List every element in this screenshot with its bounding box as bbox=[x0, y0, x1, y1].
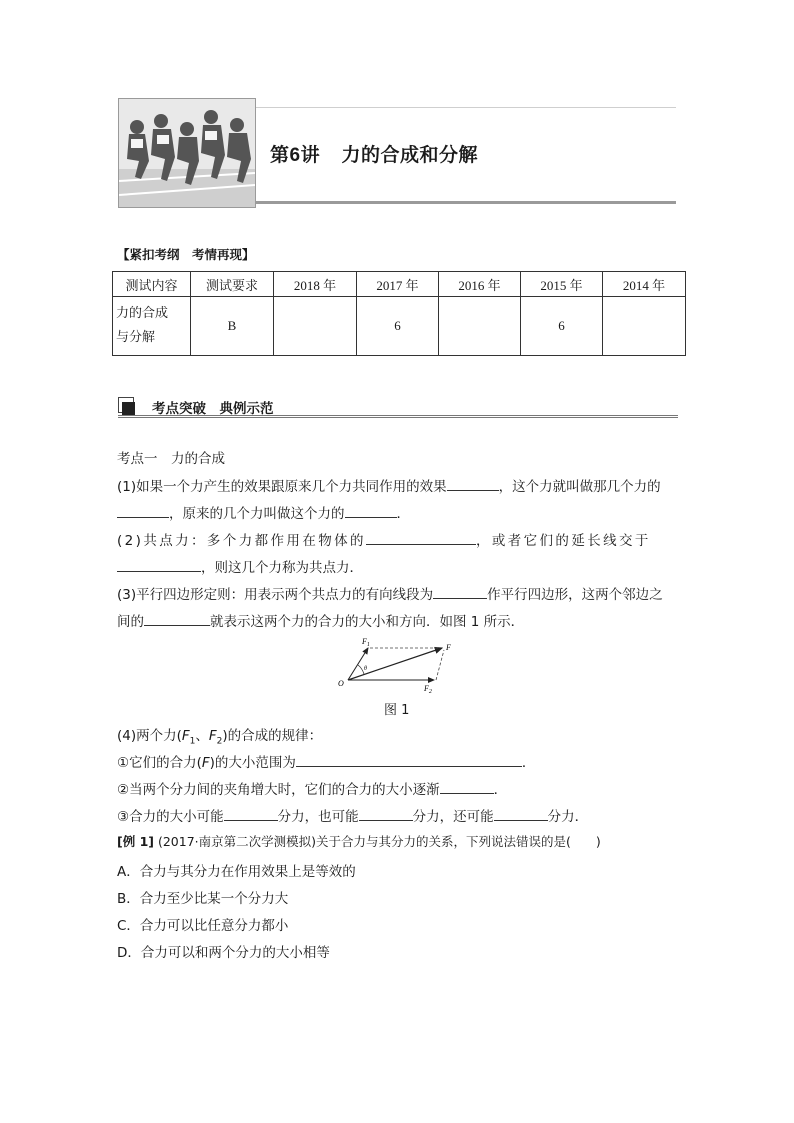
example-label: [例 1] bbox=[117, 834, 154, 849]
option-c: C．合力可以比任意分力都小 bbox=[117, 918, 289, 934]
table-header: 2014 年 bbox=[603, 272, 686, 297]
table-cell-2017: 6 bbox=[357, 297, 439, 356]
paragraph-1-line-2: ，原来的几个力叫做这个力的 ． bbox=[117, 502, 410, 522]
fill-blank bbox=[117, 503, 169, 518]
table-header: 2017 年 bbox=[357, 272, 439, 297]
lecture-topic: 力的合成和分解 bbox=[341, 144, 478, 166]
table-cell-content: 力的合成 与分解 bbox=[113, 297, 191, 356]
label-f1: $F_1$ bbox=[362, 637, 370, 648]
fill-blank bbox=[224, 806, 278, 821]
vector-resultant bbox=[348, 648, 442, 680]
outline-tag: 【紧扣考纲 考情再现】 bbox=[117, 247, 255, 262]
lecture-number: 第6讲 bbox=[270, 145, 321, 166]
option-a: A．合力与其分力在作用效果上是等效的 bbox=[117, 864, 356, 880]
table-cell-2018 bbox=[274, 297, 357, 356]
table-header: 测试内容 bbox=[113, 272, 191, 297]
paragraph-2-line-1: (2)共点力：多个力都作用在物体的 ，或者它们的延长线交于 bbox=[117, 529, 651, 549]
figure-1-parallelogram bbox=[334, 634, 464, 694]
fill-blank bbox=[447, 476, 499, 491]
table-cell-2015: 6 bbox=[521, 297, 603, 356]
fill-blank bbox=[433, 584, 487, 599]
label-f: F bbox=[446, 643, 451, 652]
section-rule bbox=[118, 415, 678, 418]
section-title: 考点突破 典例示范 bbox=[152, 401, 274, 417]
label-theta: θ bbox=[364, 666, 367, 672]
rule-1: ①它们的合力(F)的大小范围为 ． bbox=[117, 751, 535, 771]
paragraph-4: (4)两个力($F_1$、$F_2$)的合成的规律： bbox=[117, 728, 323, 747]
fill-blank bbox=[345, 503, 397, 518]
figure-caption: 图 1 bbox=[384, 703, 410, 718]
rule-2: ②当两个分力间的夹角增大时，它们的合力的大小逐渐 ． bbox=[117, 778, 507, 798]
paragraph-3-line-1: (3)平行四边形定则：用表示两个共点力的有向线段为 作平行四边形，这两个邻边之 bbox=[117, 583, 663, 603]
fill-blank bbox=[144, 611, 210, 626]
vector-f1 bbox=[348, 648, 368, 680]
exam-table bbox=[112, 271, 686, 356]
paragraph-1-line-1: (1)如果一个力产生的效果跟原来几个力共同作用的效果 ，这个力就叫做那几个力的 bbox=[117, 475, 661, 495]
table-cell-2016 bbox=[439, 297, 521, 356]
lecture-title bbox=[270, 140, 478, 167]
table-cell-requirement: B bbox=[191, 297, 274, 356]
label-o: O bbox=[338, 679, 344, 688]
table-header: 测试要求 bbox=[191, 272, 274, 297]
paragraph-2-line-2: ，则这几个力称为共点力． bbox=[117, 556, 363, 576]
table-header: 2016 年 bbox=[439, 272, 521, 297]
fill-blank bbox=[117, 557, 201, 572]
option-b: B．合力至少比某一个分力大 bbox=[117, 891, 289, 907]
fill-blank bbox=[440, 779, 494, 794]
header-rule-top bbox=[256, 107, 676, 108]
header-photo bbox=[118, 98, 256, 208]
rule-3: ③合力的大小可能 分力，也可能 分力，还可能 分力． bbox=[117, 805, 588, 825]
table-header: 2018 年 bbox=[274, 272, 357, 297]
fill-blank bbox=[366, 530, 476, 545]
paragraph-3-line-2: 间的 就表示这两个力的合力的大小和方向．如图 1 所示． bbox=[117, 610, 524, 630]
fill-blank bbox=[296, 752, 522, 767]
table-header-row bbox=[113, 272, 686, 297]
header-rule-bottom bbox=[256, 201, 676, 204]
table-row bbox=[113, 297, 686, 356]
dashed-edge-right bbox=[436, 650, 444, 680]
point-heading: 考点一 力的合成 bbox=[117, 451, 225, 467]
example-1-question: [例 1] (2017·南京第二次学测模拟)关于合力与其分力的关系，下列说法错误的是( ) bbox=[117, 834, 601, 849]
section-icon bbox=[118, 397, 136, 415]
fill-blank bbox=[494, 806, 548, 821]
table-cell-2014 bbox=[603, 297, 686, 356]
fill-blank bbox=[359, 806, 413, 821]
table-header: 2015 年 bbox=[521, 272, 603, 297]
runners-image bbox=[119, 99, 255, 207]
option-d: D．合力可以和两个分力的大小相等 bbox=[117, 945, 330, 961]
label-f2: $F_2$ bbox=[424, 684, 432, 694]
